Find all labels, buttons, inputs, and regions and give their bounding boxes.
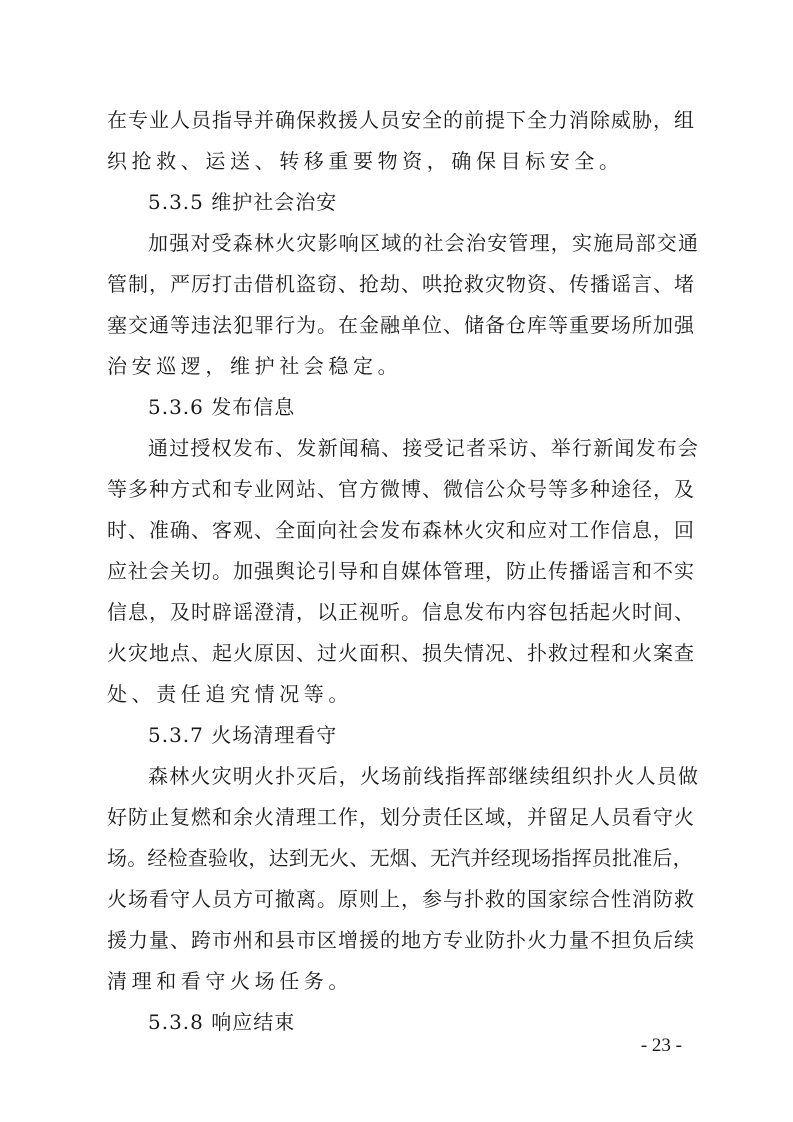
body-text-line: 通过授权发布、发新闻稿、接受记者采访、举行新闻发布会 [148,436,700,460]
body-text-line: 等多种方式和专业网站、官方微博、微信公众号等多种途径，及 [107,477,695,501]
body-text-line: 森林火灾明火扑灭后，火场前线指挥部继续组织扑火人员做 [148,764,700,788]
section-heading-5-3-7: 5.3.7 火场清理看守 [148,723,338,747]
body-text-line: 应社会关切。加强舆论引导和自媒体管理，防止传播谣言和不实 [107,559,695,583]
body-text-line: 场。经检查验收，达到无火、无烟、无汽并经现场指挥员批准后， [107,846,693,870]
body-text-line: 时、准确、客观、全面向社会发布森林火灾和应对工作信息，回 [107,518,695,542]
body-text-line: 清理和看守火场任务。 [107,969,353,993]
body-text-line: 在专业人员指导并确保救援人员安全的前提下全力消除威胁，组 [107,108,695,132]
body-text-line: 加强对受森林火灾影响区域的社会治安管理，实施局部交通 [148,231,700,255]
body-text-line: 织抢救、运送、转移重要物资，确保目标安全。 [107,149,624,173]
body-text-line: 火场看守人员方可撤离。原则上，参与扑救的国家综合性消防救 [107,887,695,911]
body-text-line: 处、责任追究情况等。 [107,682,353,706]
body-text-line: 援力量、跨市州和县市区增援的地方专业防扑火力量不担负后续 [107,928,695,952]
section-heading-5-3-8: 5.3.8 响应结束 [148,1010,296,1034]
section-heading-5-3-5: 5.3.5 维护社会治安 [148,190,338,214]
body-text-line: 治安巡逻，维护社会稳定。 [107,354,403,378]
page-number: - 23 - [640,1035,682,1056]
section-heading-5-3-6: 5.3.6 发布信息 [148,395,296,419]
body-text-line: 管制，严厉打击借机盗窃、抢劫、哄抢救灾物资、传播谣言、堵 [107,272,695,296]
body-text-line: 好防止复燃和余火清理工作，划分责任区域，并留足人员看守火 [107,805,695,829]
body-text-line: 火灾地点、起火原因、过火面积、损失情况、扑救过程和火案查 [107,641,695,665]
body-text-line: 塞交通等违法犯罪行为。在金融单位、储备仓库等重要场所加强 [107,313,695,337]
body-text-line: 信息，及时辟谣澄清，以正视听。信息发布内容包括起火时间、 [107,600,695,624]
